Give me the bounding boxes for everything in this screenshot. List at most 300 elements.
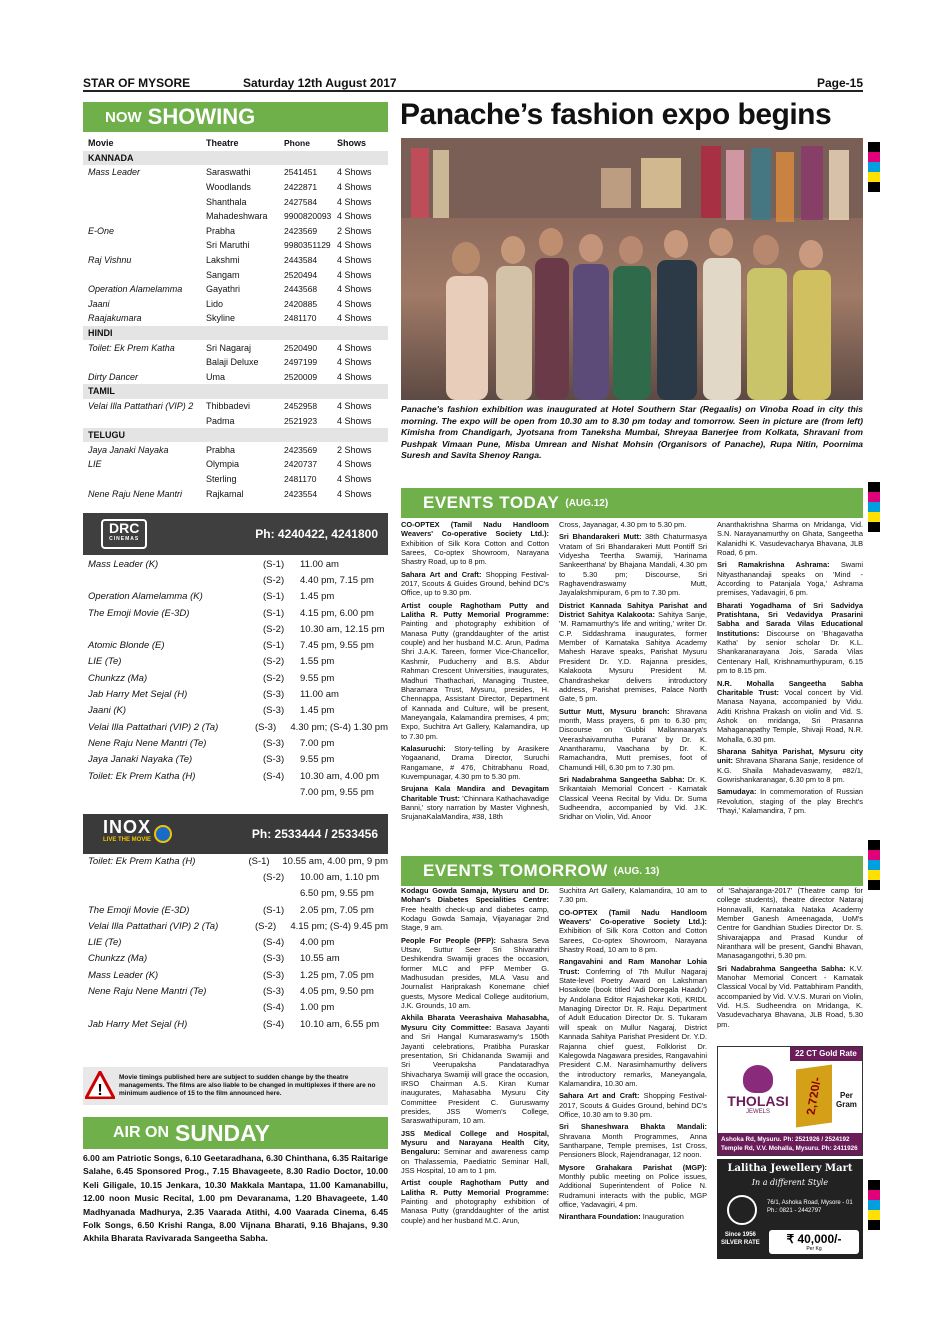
timing-cell: 10.30 am, 4.00 pm bbox=[300, 770, 380, 782]
timing-cell: 6.50 pm, 9.55 pm bbox=[300, 888, 374, 900]
screen-cell: (S-3) bbox=[263, 689, 285, 701]
event-item bbox=[717, 601, 863, 676]
timing-cell: 4.05 pm, 9.50 pm bbox=[300, 986, 374, 998]
screen-cell: (S-4) bbox=[263, 937, 285, 949]
shows-cell: 4 Shows bbox=[337, 196, 372, 207]
screen-cell: (S-2) bbox=[263, 574, 285, 586]
event-item bbox=[717, 964, 863, 1029]
event-title: Srujana Kala Mandira and Devagitam Charitable Trust: bbox=[401, 784, 549, 803]
event-details: Basava Jayanti and Sri Hangal Kumaraswamy's 150th Jayanti celebrations, Pratibha Puraskar presentation, Sri Chidananda Swamiji and Sri Veerupaksha Pandataradhya Shivacharya Swamiji will grace the occasion, IRSO Chairman A.S. Kiran Kumar inaugurates, Mahasabha Mysuru City Committee President C. Guruswamy presides, JSS Women's College, Saraswathipuram, 10 am. bbox=[401, 1022, 549, 1126]
inox-phone: Ph: 2533444 / 2533456 bbox=[251, 827, 378, 841]
shows-cell: 4 Shows bbox=[337, 269, 372, 280]
shows-cell: 4 Shows bbox=[337, 182, 372, 193]
inox-logo-icon bbox=[154, 825, 172, 843]
event-item bbox=[559, 1212, 707, 1221]
now-showing-table bbox=[83, 136, 388, 501]
movie-cell: Dirty Dancer bbox=[88, 371, 139, 382]
event-details: Free health check-up and diabetes camp, Kodagu Gowda Samaja, Vijayanagar 2nd Stage, 9 am. bbox=[401, 904, 549, 933]
event-details: of 'Sahajaranga-2017' (Theatre camp for college students), theatre director Nataraj Honnavalli, Karnataka Nataka Academy Member Ganesh Ameenagada, UoM's Centre for Gandhian Studies Director Dr. S. Shivarajappa and Prasad Kundur of Niranthara will be present, Gandhi Bhavan, Manasagangothri, 5.30 pm. bbox=[717, 886, 863, 961]
movie-cell: Raj Vishnu bbox=[88, 255, 132, 266]
lalitha-brand: Lalitha Jewellery Mart bbox=[727, 1163, 853, 1174]
event-item bbox=[717, 560, 863, 597]
screen-cell: (S-4) bbox=[263, 1018, 285, 1030]
movie-cell: Jaya Janaki Nayaka bbox=[88, 444, 169, 455]
event-item bbox=[559, 707, 707, 772]
event-item bbox=[717, 747, 863, 784]
phone-cell: 2423569 bbox=[284, 444, 318, 455]
event-item bbox=[717, 679, 863, 744]
screen-cell: (S-3) bbox=[263, 969, 285, 981]
event-item bbox=[559, 1122, 707, 1159]
event-item bbox=[559, 957, 707, 1088]
film-cell: Jab Harry Met Sejal (H) bbox=[88, 689, 188, 701]
event-title: N.R. Mohalla Sangeetha Sabha Charitable Trust: bbox=[717, 678, 863, 697]
event-details: Shopping Festival-2017, Scouts & Guides Ground, behind DC's Office, 10.30 am to 9.30 pm. bbox=[559, 1091, 707, 1119]
now-label: NOW bbox=[105, 108, 142, 126]
film-cell: The Emoji Movie (E-3D) bbox=[88, 904, 190, 916]
air-header bbox=[83, 1117, 388, 1149]
phone-cell: 2443568 bbox=[284, 284, 318, 295]
timing-cell: 4.15 pm, 6.00 pm bbox=[300, 607, 374, 619]
event-title: People For People (PFP): bbox=[401, 935, 497, 945]
event-item bbox=[401, 601, 549, 741]
event-item bbox=[401, 570, 549, 598]
theatre-cell: Saraswathi bbox=[206, 167, 251, 178]
film-cell: Mass Leader (K) bbox=[88, 969, 159, 981]
table-row bbox=[83, 413, 388, 428]
timing-cell: 2.05 pm, 7.05 pm bbox=[300, 904, 374, 916]
event-details: Sahitya Sanje, 'M. Ramamurthy's life and writing,' writer Dr. C.P. Siddashrama inaugurates, former Member of Karnataka Sahitya Academy Mahesh Harave speaks, Parishat Mysuru President Dr. Y.D. Rajanna presides, Kalakoota Mysuru President M. Chandrashekar delivers introductory address, Parishat premises, Palace North Gate, 5 pm. bbox=[559, 610, 707, 704]
event-details: Ananthakrishna Sharma on Mridanga, Vid. S.N. Narayanamurthy on Ghata, Sangeetha Kalanidhi K. Vasudevacharya Bhavana, JLB Road, 6 pm. bbox=[717, 520, 863, 558]
phone-cell: 2420885 bbox=[284, 298, 318, 309]
event-details: In commemoration of Russian Revolution, staging of the play Brecht's 'Thayi,' Kalamandira, 7 pm. bbox=[717, 787, 863, 815]
film-cell: Toilet: Ek Prem Katha (H) bbox=[88, 855, 196, 867]
screen-cell: (S-3) bbox=[263, 953, 285, 965]
event-title: Samudaya: bbox=[717, 787, 757, 797]
event-details: 38th Chaturmasya Vratam of Sri Bhandarakeri Mutt Pontiff Sri Vidyesha Teertha Swamiji, 'Harinama Sankeerthana' by Bhajana Mandali, 4.30 pm to 5.30 pm; Discourse, Sri Raghavendraswamy Mutt, Jayalakshmipuram, 6 pm to 7.30 pm. bbox=[559, 532, 707, 598]
table-row bbox=[83, 370, 388, 385]
event-item bbox=[717, 520, 863, 557]
phone-cell: 2520490 bbox=[284, 342, 318, 353]
table-row bbox=[83, 267, 388, 282]
timing-cell: 11.00 am bbox=[300, 689, 339, 701]
shows-cell: 4 Shows bbox=[337, 488, 372, 499]
photo-caption: Panache's fashion exhibition was inaugurated at Hotel Southern Star (Regaalis) on Vinoba Road in city this morning. The expo will be open from 10.30 am to 8.30 pm today and tomorrow. Seen in picture are (from left) Kimisha from Chandigarh, Jyotsana from Taneksha Mumbai, Shreyaa Banerjee from Kolkata, Shravani from Pushpak Vimaan Pune, Misba Umrean and Nishat Mohsin (Organisors of Panache), Rupa Nitin, Poornima Suresh and Savita Shenoy Ranga. bbox=[401, 404, 863, 461]
phone-cell: 2420737 bbox=[284, 459, 318, 470]
screen-cell: (S-1) bbox=[263, 558, 285, 570]
lalitha-ad bbox=[717, 1159, 863, 1259]
shows-cell: 4 Shows bbox=[337, 298, 372, 309]
phone-cell: 2520009 bbox=[284, 371, 318, 382]
registration-swatch bbox=[868, 162, 880, 172]
screen-cell: (S-3) bbox=[255, 721, 277, 733]
phone-cell: 2423554 bbox=[284, 488, 318, 499]
registration-swatch bbox=[868, 860, 880, 870]
shows-cell: 4 Shows bbox=[337, 240, 372, 251]
event-title: CO-OPTEX (Tamil Nadu Handloom Weavers' Co-operative Society Ltd.): bbox=[401, 520, 549, 539]
table-row bbox=[83, 282, 388, 297]
event-title: Artist couple Raghotham Putty and Lalitha R. Putty Memorial Programme: bbox=[401, 600, 549, 620]
film-cell: Toilet: Ek Prem Katha (H) bbox=[88, 770, 196, 782]
timing-cell: 10.30 am, 12.15 pm bbox=[300, 623, 385, 635]
events-tomorrow-title: EVENTS TOMORROW bbox=[423, 861, 608, 880]
page-number: Page-15 bbox=[816, 76, 863, 90]
registration-swatch bbox=[868, 512, 880, 522]
event-item bbox=[401, 744, 549, 781]
per-gram: Per Gram bbox=[836, 1091, 857, 1109]
screen-cell: (S-1) bbox=[263, 640, 285, 652]
silver-price: ₹ 40,000/- Per Kg bbox=[769, 1230, 859, 1254]
theatre-cell: Balaji Deluxe bbox=[206, 357, 259, 368]
events-today-col1 bbox=[401, 520, 549, 848]
phone-cell: 2541451 bbox=[284, 167, 318, 178]
table-row bbox=[83, 165, 388, 180]
inox-logo: INOX LIVE THE MOVIE bbox=[103, 821, 172, 847]
movie-cell: Toilet: Ek Prem Katha bbox=[88, 342, 175, 353]
shows-cell: 4 Shows bbox=[337, 371, 372, 382]
table-row bbox=[83, 340, 388, 355]
timing-cell: 4.30 pm; (S-4) 1.30 pm bbox=[290, 721, 388, 733]
shows-cell: 4 Shows bbox=[337, 211, 372, 222]
events-tomorrow-col3 bbox=[717, 886, 863, 1046]
event-title: JSS Medical College and Hospital, Mysuru and Narayana Health City, Bengaluru: bbox=[401, 1128, 549, 1157]
event-title: Sri Nadabrahma Sangeetha Sabha: bbox=[717, 963, 846, 973]
registration-swatch bbox=[868, 1200, 880, 1210]
event-title: Sri Nadabrahma Sangeetha Sabha: bbox=[559, 774, 685, 784]
timing-cell: 4.15 pm; (S-4) 9.45 pm bbox=[290, 920, 388, 932]
event-details: Exhibition of Silk Kora Cotton and Cotton Sarees, Co-optex Showroom, Narayana Shastry Road, 10 am to 8 pm. bbox=[559, 926, 707, 955]
event-details: Story-telling by Arasikere Yogaanand, Drama Director, Suruchi Rangamane, # 476, Chitrabhanu Road, Kuvempunagar, 4.30 pm to 5.30 pm. bbox=[401, 743, 549, 781]
timing-cell: 1.45 pm bbox=[300, 591, 335, 603]
event-details: Shravana Month Programmes, Anna Santharpane, Temple premises, 1st Cross, Pensioners Block, Rajendranagar, 12 noon. bbox=[559, 1131, 707, 1160]
registration-swatch bbox=[868, 182, 880, 192]
inox-header bbox=[83, 814, 388, 854]
schedule-row bbox=[83, 621, 388, 637]
event-title: Sahara Art and Craft: bbox=[401, 569, 482, 579]
timing-cell: 1.00 pm bbox=[300, 1002, 335, 1014]
schedule-row bbox=[83, 983, 388, 999]
event-title: District Kannada Sahitya Parishat and District Sahitya Kalakoota: bbox=[559, 600, 707, 620]
language-label: HINDI bbox=[88, 328, 113, 339]
event-title: Akhila Bharata Veerashaiva Mahasabha, Mysuru City Committee: bbox=[401, 1013, 549, 1032]
timing-cell: 7.45 pm, 9.55 pm bbox=[300, 640, 374, 652]
table-row bbox=[83, 224, 388, 239]
gold-rate-label: 22 CT Gold Rate bbox=[790, 1047, 862, 1061]
screen-cell: (S-2) bbox=[263, 871, 285, 883]
schedule-row bbox=[83, 556, 388, 572]
event-title: Sri Bhandarakeri Mutt: bbox=[559, 532, 642, 542]
theatre-cell: Sri Nagaraj bbox=[206, 342, 252, 353]
table-row bbox=[83, 472, 388, 487]
schedule-row bbox=[83, 1000, 388, 1016]
phone-cell: 2452958 bbox=[284, 400, 318, 411]
timing-cell: 4.00 pm bbox=[300, 937, 335, 949]
shows-cell: 4 Shows bbox=[337, 284, 372, 295]
event-title: CO-OPTEX (Tamil Nadu Handloom Weavers' Co-operative Society Ltd.): bbox=[559, 907, 707, 927]
language-row bbox=[83, 384, 388, 399]
timing-cell: 10.55 am bbox=[300, 953, 340, 965]
theatre-cell: Sterling bbox=[206, 473, 237, 484]
air-schedule: 6.00 am Patriotic Songs, 6.10 Geetaradhana, 6.30 Chinthana, 6.35 Raitarige Salahe, 6.45 Sponsored Prog., 7.15 Bhavageete, 8.30 Radio Doctor, 10.00 Keli Giligale, 10.15 Jenkara, 10.30 Makkala Mantapa, 11.00 Kamanabillu, 12.00 noon Music Recital, 1.00 pm Devaranama, 1.20 Bhavageete, 1.40 Madhyanada Madhurya, 2.35 Vaarada Atithi, 4.00 Vaarada Cinema, 6.45 Folk Songs, 6.50 Krishi Ranga, 8.00 Vijnana Bharati, 9.16 Bhajans, 9.30 Akhila Bharata Ravivarada Sangeetha Sabha. bbox=[83, 1153, 388, 1244]
screen-cell: (S-2) bbox=[263, 623, 285, 635]
language-label: TAMIL bbox=[88, 386, 115, 397]
shows-cell: 4 Shows bbox=[337, 342, 372, 353]
film-cell: The Emoji Movie (E-3D) bbox=[88, 607, 190, 619]
registration-swatch bbox=[868, 1210, 880, 1220]
events-tomorrow-header bbox=[401, 856, 863, 886]
screen-cell: (S-1) bbox=[263, 607, 285, 619]
col-shows: Shows bbox=[337, 138, 367, 149]
schedule-row bbox=[83, 902, 388, 918]
event-details: Shravana Sharana Sanje, residence of K.G. Shaila Mahadevaswamy, #82/1, Gowrishankaranagar, 6.30 pm to 8 pm. bbox=[717, 756, 863, 784]
tholasi-ad bbox=[717, 1046, 863, 1156]
showing-label: SHOWING bbox=[147, 104, 256, 129]
movie-cell: Raajakumara bbox=[88, 313, 142, 324]
event-title: Niranthara Foundation: bbox=[559, 1212, 641, 1222]
timing-cell: 10.00 am, 1.10 pm bbox=[300, 871, 380, 883]
table-row bbox=[83, 209, 388, 224]
theatre-cell: Woodlands bbox=[206, 182, 251, 193]
paper-name: STAR OF MYSORE bbox=[83, 76, 191, 90]
table-row bbox=[83, 180, 388, 195]
shows-cell: 4 Shows bbox=[337, 415, 372, 426]
events-today-date: (AUG.12) bbox=[565, 497, 609, 509]
schedule-row bbox=[83, 670, 388, 686]
event-title: Kalasuruchi: bbox=[401, 743, 446, 753]
table-header-row bbox=[83, 136, 388, 151]
notice-text: Movie timings published here are subject to sudden change by the theatre managements. The films are also liable to be changed in multiplexes if there are no minimum audience of 15 to the film announced here. bbox=[119, 1074, 376, 1097]
table-row bbox=[83, 486, 388, 501]
phone-cell: 9980351129 bbox=[284, 240, 331, 251]
movie-cell: Operation Alamelamma bbox=[88, 284, 183, 295]
lalitha-tagline: In a different Style bbox=[751, 1178, 829, 1187]
air-label: AIR ON bbox=[113, 1124, 169, 1141]
events-today-title: EVENTS TODAY bbox=[423, 493, 560, 512]
tholasi-logo: THOLASI JEWELS bbox=[724, 1065, 792, 1115]
film-cell: Jab Harry Met Sejal (H) bbox=[88, 1018, 188, 1030]
svg-text:!: ! bbox=[97, 1082, 103, 1099]
event-details: 'Chinnara Kathachavadige Banni,' story narration by Master Vighnesh, SrujanaKalaMandira, #38, 18th bbox=[401, 793, 549, 822]
color-registration-strips bbox=[868, 0, 882, 1337]
screen-cell: (S-3) bbox=[263, 754, 285, 766]
screen-cell: (S-4) bbox=[263, 770, 285, 782]
shows-cell: 4 Shows bbox=[337, 357, 372, 368]
event-details: Painting and photography exhibition of Manasa Putty (granddaughter of the artist couple) and her husband M.C. Arun, Padma Shri J.A.K. Tareen, former Vice-Chancellor, Kashmir, Puducherry and B.S. Abdur Rahman Crescent Universities, inaugurates, Madhuri Thathachari, Managing Trustee, Bharamara Trust, Mysuru, presides, H. Chennappa, Assistant Director, Department of Kannada and Culture, will be present, Maneyangala, Kalamandira premises, 4 pm; Expo, Suchitra Art Gallery, Kalamandira, up to 7.30 pm. bbox=[401, 619, 549, 741]
warning-icon bbox=[85, 1071, 115, 1101]
event-details: Swami Nityasthanandaji speaks on 'Mind - According to Patanjala Yoga,' Ashrama premises, Yadavagiri, 6 pm. bbox=[717, 560, 863, 598]
tholasi-address: Ashoka Rd, Mysuru. Ph: 2521926 / 2524192 Temple Rd, V.V. Mohalla, Mysuru. Ph: 2411926 bbox=[718, 1133, 862, 1155]
event-details: Sahasra Seva Utsav, Suttur Seer Sri Shivarathri Deshikendra Swamiji graces the occasion, former MLC and PFP Member G. Madhusudan presides, MLA Vasu and Journalist Hariprakash Konemane chief guests, Mysore Medical College auditorium, J.K. Grounds, 10 am. bbox=[401, 935, 549, 1011]
phone-cell: 2481170 bbox=[284, 313, 317, 324]
screen-cell: (S-3) bbox=[263, 986, 285, 998]
table-row bbox=[83, 194, 388, 209]
shows-cell: 4 Shows bbox=[337, 167, 372, 178]
schedule-row bbox=[83, 934, 388, 950]
now-showing-header bbox=[83, 102, 388, 132]
event-item bbox=[559, 601, 707, 704]
screen-cell: (S-3) bbox=[263, 737, 285, 749]
shows-cell: 4 Shows bbox=[337, 473, 372, 484]
timing-cell: 7.00 pm, 9.55 pm bbox=[300, 786, 374, 798]
event-title: Sri Ramakrishna Ashrama: bbox=[717, 560, 830, 570]
table-row bbox=[83, 355, 388, 370]
phone-cell: 2427584 bbox=[284, 196, 318, 207]
event-item bbox=[559, 908, 707, 955]
phone-cell: 2481170 bbox=[284, 473, 317, 484]
event-details: Shravana month, Mass prayers, 6 pm to 6.30 pm; Discourse on 'Gubbi Mallannaarya's Veerashaivamrutha Purana' by Dr. K. Anantharamu, Vaachana by Dr. K. Ramachandra, Mutt premises, foot of Chamundi Hill, 6.30 pm to 7.30 pm. bbox=[559, 706, 707, 772]
shows-cell: 2 Shows bbox=[337, 225, 372, 236]
registration-swatch bbox=[868, 1180, 880, 1190]
registration-swatch bbox=[868, 172, 880, 182]
registration-swatch bbox=[868, 850, 880, 860]
registration-swatch bbox=[868, 152, 880, 162]
schedule-row bbox=[83, 703, 388, 719]
phone-cell: 2497199 bbox=[284, 357, 318, 368]
event-item bbox=[559, 775, 707, 822]
event-details: Dr. K. Srikantaiah Memorial Concert - Karnatak Classical Veena Recital by Vidu. Dr. Suma Sudheendra, accompanied by Vid. J.K. Sridhar on Violin, Vid. Anoor bbox=[559, 774, 707, 822]
event-item bbox=[401, 1178, 549, 1225]
event-details: Seminar and awareness camp on Thalassemia, Paediatric Seminar Hall, JSS Hospital, 10 am to 1 pm. bbox=[401, 1147, 549, 1175]
timing-cell: 1.45 pm bbox=[300, 705, 335, 717]
schedule-row bbox=[83, 605, 388, 621]
schedule-row bbox=[83, 869, 388, 885]
film-cell: Nene Raju Nene Mantri (Te) bbox=[88, 737, 207, 749]
event-item bbox=[559, 520, 707, 529]
event-item bbox=[401, 784, 549, 821]
event-photo bbox=[401, 138, 863, 400]
peacock-icon bbox=[743, 1065, 773, 1093]
notice-box bbox=[83, 1067, 388, 1105]
registration-swatch bbox=[868, 840, 880, 850]
event-title: Sahara Art and Craft: bbox=[559, 1091, 640, 1101]
timing-cell: 1.55 pm bbox=[300, 656, 335, 668]
event-item bbox=[717, 886, 863, 961]
theatre-cell: Thibbadevi bbox=[206, 400, 251, 411]
events-today-col3 bbox=[717, 520, 863, 848]
theatre-cell: Skyline bbox=[206, 313, 236, 324]
table-row bbox=[83, 442, 388, 457]
phone-cell: 2422871 bbox=[284, 182, 318, 193]
theatre-cell: Gayathri bbox=[206, 284, 241, 295]
theatre-cell: Lido bbox=[206, 298, 224, 309]
drc-header bbox=[83, 513, 388, 555]
theatre-cell: Sangam bbox=[206, 269, 240, 280]
film-cell: Nene Raju Nene Mantri (Te) bbox=[88, 986, 207, 998]
theatre-cell: Lakshmi bbox=[206, 255, 240, 266]
event-item bbox=[559, 1091, 707, 1119]
timing-cell: 10.10 am, 6.55 pm bbox=[300, 1018, 380, 1030]
schedule-row bbox=[83, 951, 388, 967]
table-row bbox=[83, 253, 388, 268]
event-item bbox=[717, 787, 863, 815]
event-details: Cross, Jayanagar, 4.30 pm to 5.30 pm. bbox=[559, 520, 687, 529]
shows-cell: 4 Shows bbox=[337, 459, 372, 470]
headline: Panache’s fashion expo begins bbox=[400, 98, 832, 131]
film-cell: Jaani (K) bbox=[88, 705, 127, 717]
drc-phone: Ph: 4240422, 4241800 bbox=[255, 527, 378, 541]
registration-swatch bbox=[868, 142, 880, 152]
sunday-label: SUNDAY bbox=[175, 1119, 271, 1146]
film-cell: Chunkzz (Ma) bbox=[88, 953, 148, 965]
event-details: Vocal concert by Vid. Manasa Nayana, accompanied by Vidu. Aditi Krishna Prakash on violin and Vid. S. Ashok on mridanga, Sri Prasanna Mahaganapathy Temple, Shivaji Road, N.R. Mohalla, 6.30 pm. bbox=[717, 687, 863, 744]
movie-cell: Mass Leader bbox=[88, 167, 141, 178]
timing-cell: 7.00 pm bbox=[300, 737, 335, 749]
col-movie: Movie bbox=[88, 138, 114, 149]
screen-cell: (S-2) bbox=[255, 920, 277, 932]
theatre-cell: Padma bbox=[206, 415, 235, 426]
event-details: Exhibition of Silk Kora Cotton and Cotton Sarees, Co-optex Showroom, Narayana Shastry Road, up to 8 pm. bbox=[401, 538, 549, 567]
events-tomorrow-date: (AUG. 13) bbox=[613, 865, 660, 877]
schedule-row bbox=[83, 967, 388, 983]
event-title: Rangavahini and Ram Manohar Lohia Trust: bbox=[559, 957, 707, 976]
price-tag: 2,720/- bbox=[796, 1064, 832, 1127]
language-row bbox=[83, 326, 388, 341]
event-item bbox=[401, 1013, 549, 1125]
table-row bbox=[83, 311, 388, 326]
movie-cell: E-One bbox=[88, 225, 115, 236]
shows-cell: 4 Shows bbox=[337, 255, 372, 266]
language-label: KANNADA bbox=[88, 152, 134, 163]
event-title: Suttur Mutt, Mysuru branch: bbox=[559, 706, 670, 716]
drc-logo: DRC CINEMAS bbox=[101, 519, 147, 549]
registration-swatch bbox=[868, 1220, 880, 1230]
phone-cell: 2520494 bbox=[284, 269, 318, 280]
event-item bbox=[401, 1129, 549, 1176]
events-today-col2 bbox=[559, 520, 707, 848]
schedule-row bbox=[83, 768, 388, 784]
page-header bbox=[83, 76, 863, 92]
schedule-row bbox=[83, 853, 388, 869]
events-today-header bbox=[401, 488, 863, 518]
schedule-row bbox=[83, 572, 388, 588]
film-cell: Chunkzz (Ma) bbox=[88, 672, 148, 684]
phone-cell: 2423569 bbox=[284, 225, 318, 236]
screen-cell: (S-2) bbox=[263, 672, 285, 684]
schedule-row bbox=[83, 719, 388, 735]
event-item bbox=[401, 886, 549, 933]
event-details: K.V. Manohar Memorial Concert - Karnatak Classical Vocal by Vid. Pattabhiram Pandith, accompanied by Vid. V.V.S. Murari on Violin, Vid. H.S. Sudheendra on Mridanga, K. Vasudevacharya Bhavana, JLB Road, 5.30 pm. bbox=[717, 963, 863, 1029]
film-cell: Atomic Blonde (E) bbox=[88, 640, 165, 652]
registration-swatch bbox=[868, 1190, 880, 1200]
registration-swatch bbox=[868, 492, 880, 502]
lalitha-address: 76/1, Ashoka Road, Mysore - 01 Ph.: 0821 - 2442797 bbox=[767, 1200, 853, 1214]
phone-cell: 2443584 bbox=[284, 255, 318, 266]
event-title: Artist couple Raghotham Putty and Lalitha R. Putty Memorial Programme: bbox=[401, 1178, 549, 1197]
table-row bbox=[83, 297, 388, 312]
schedule-row bbox=[83, 1016, 388, 1032]
shows-cell: 4 Shows bbox=[337, 400, 372, 411]
timing-cell: 10.55 am, 4.00 pm, 9 pm bbox=[282, 855, 388, 867]
theatre-cell: Uma bbox=[206, 371, 226, 382]
event-item bbox=[401, 936, 549, 1011]
schedule-row bbox=[83, 918, 388, 934]
event-title: Kodagu Gowda Samaja, Mysuru and Dr. Mohan's Diabetes Specialities Centre: bbox=[401, 886, 549, 905]
screen-cell: (S-1) bbox=[263, 904, 285, 916]
event-details: Shopping Festival-2017, Scouts & Guides Ground, behind DC's Office, up to 9.30 pm. bbox=[401, 569, 549, 598]
screen-cell: (S-3) bbox=[263, 705, 285, 717]
registration-swatch bbox=[868, 502, 880, 512]
page-date: Saturday 12th August 2017 bbox=[243, 76, 397, 90]
phone-cell: 9900820093 bbox=[284, 211, 332, 222]
event-details: Discourse on 'Bhagavatha Katha' by senior scholar Dr. K.L. Shankaranarayana Jois, Sarada Vilas Centenary Hall, Krishnamurthypuram, 6.15 pm to 8.15 pm. bbox=[717, 628, 863, 676]
drc-schedule bbox=[83, 556, 388, 800]
phone-cell: 2521923 bbox=[284, 415, 318, 426]
schedule-row bbox=[83, 686, 388, 702]
film-cell: Operation Alamelamma (K) bbox=[88, 591, 203, 603]
events-tomorrow-col2 bbox=[559, 886, 707, 1260]
film-cell: LIE (Te) bbox=[88, 656, 122, 668]
language-row bbox=[83, 151, 388, 166]
